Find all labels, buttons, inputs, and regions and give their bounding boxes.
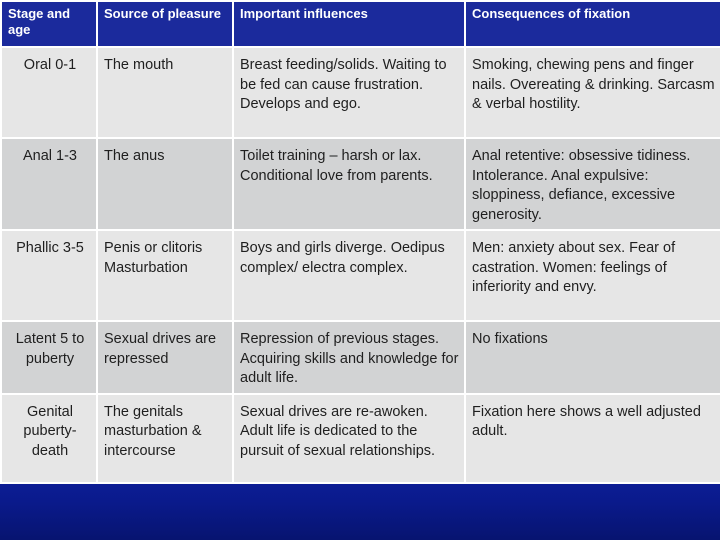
cell-stage: Anal 1-3 [1, 138, 97, 230]
cell-influences: Repression of previous stages. Acquiring skills and knowledge for adult life. [233, 321, 465, 394]
header-source-of-pleasure: Source of pleasure [97, 1, 233, 47]
header-important-influences: Important influences [233, 1, 465, 47]
cell-source: The genitals masturbation & intercourse [97, 394, 233, 483]
cell-influences: Breast feeding/solids. Waiting to be fed can cause frustration. Develops and ego. [233, 47, 465, 138]
table-row-anal [1, 138, 720, 230]
cell-source: Penis or clitoris Masturbation [97, 230, 233, 321]
table-header-row [1, 1, 720, 47]
cell-consequences: Smoking, chewing pens and finger nails. Overeating & drinking. Sarcasm & verbal hostility. [465, 47, 720, 138]
header-consequences-of-fixation: Consequences of fixation [465, 1, 720, 47]
cell-stage: Genital puberty- death [1, 394, 97, 483]
cell-consequences: Anal retentive: obsessive tidiness. Intolerance. Anal expulsive: sloppiness, defiance, excessive generosity. [465, 138, 720, 230]
cell-consequences: Fixation here shows a well adjusted adult. [465, 394, 720, 483]
cell-influences: Boys and girls diverge. Oedipus complex/ electra complex. [233, 230, 465, 321]
cell-influences: Sexual drives are re-awoken. Adult life is dedicated to the pursuit of sexual relationships. [233, 394, 465, 483]
cell-stage: Oral 0-1 [1, 47, 97, 138]
table-row-phallic [1, 230, 720, 321]
cell-source: The anus [97, 138, 233, 230]
table-row-latent [1, 321, 720, 394]
cell-stage: Phallic 3-5 [1, 230, 97, 321]
header-stage-and-age: Stage and age [1, 1, 97, 47]
cell-source: Sexual drives are repressed [97, 321, 233, 394]
cell-source: The mouth [97, 47, 233, 138]
cell-stage: Latent 5 to puberty [1, 321, 97, 394]
cell-consequences: Men: anxiety about sex. Fear of castration. Women: feelings of inferiority and envy. [465, 230, 720, 321]
table-row-oral [1, 47, 720, 138]
table-row-genital [1, 394, 720, 483]
cell-influences: Toilet training – harsh or lax. Conditional love from parents. [233, 138, 465, 230]
cell-consequences: No fixations [465, 321, 720, 394]
